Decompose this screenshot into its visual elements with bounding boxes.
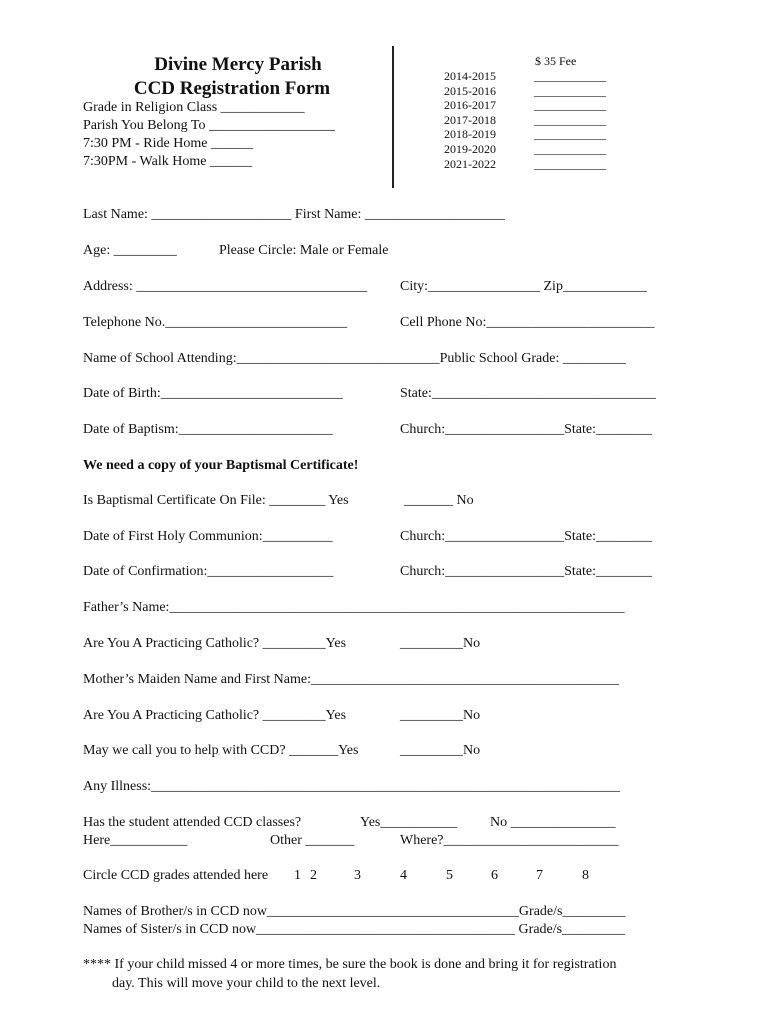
grade-option-6[interactable]: 6 bbox=[491, 868, 498, 883]
grade-option-3[interactable]: 3 bbox=[354, 868, 361, 883]
baptism-date-field[interactable]: Date of Baptism:______________________ bbox=[83, 422, 333, 437]
form-title: CCD Registration Form bbox=[133, 78, 331, 99]
mother-practicing-no[interactable]: _________No bbox=[400, 708, 481, 723]
help-ccd-no[interactable]: _________No bbox=[400, 743, 481, 758]
circle-grades-label: Circle CCD grades attended here bbox=[83, 868, 269, 883]
help-ccd-yes[interactable]: May we call you to help with CCD? _______Yes bbox=[83, 743, 359, 758]
walk-home-field[interactable]: 7:30PM - Walk Home ______ bbox=[83, 154, 252, 169]
ride-home-field[interactable]: 7:30 PM - Ride Home ______ bbox=[83, 136, 253, 151]
attended-ccd-question: Has the student attended CCD classes? bbox=[83, 815, 302, 830]
attended-ccd-yes[interactable]: Yes___________ bbox=[360, 815, 458, 830]
communion-church-state-field[interactable]: Church:_________________State:________ bbox=[400, 529, 652, 544]
brothers-in-ccd-field[interactable]: Names of Brother/s in CCD now____________________________________Grade/s_________ bbox=[83, 904, 626, 919]
school-year: 2015-2016 bbox=[444, 83, 496, 98]
first-communion-field[interactable]: Date of First Holy Communion:__________ bbox=[83, 529, 333, 544]
grade-option-8[interactable]: 8 bbox=[582, 868, 589, 883]
parish-belong-field[interactable]: Parish You Belong To __________________ bbox=[83, 118, 335, 133]
grade-option-7[interactable]: 7 bbox=[536, 868, 543, 883]
attended-other-field[interactable]: Other _______ bbox=[270, 833, 355, 848]
grade-in-religion-field[interactable]: Grade in Religion Class ____________ bbox=[83, 100, 305, 115]
birth-state-field[interactable]: State:________________________________ bbox=[400, 386, 656, 401]
school-year: 2016-2017 bbox=[444, 98, 496, 113]
school-year: 2019-2020 bbox=[444, 141, 496, 156]
fee-blank[interactable]: ____________ bbox=[534, 112, 606, 127]
mother-practicing-yes[interactable]: Are You A Practicing Catholic? _________Yes bbox=[83, 708, 347, 723]
fee-blank[interactable]: ____________ bbox=[534, 83, 606, 98]
grade-option-1[interactable]: 1 bbox=[294, 868, 301, 883]
grade-option-2[interactable]: 2 bbox=[310, 868, 317, 883]
certificate-on-file-yes[interactable]: Is Baptismal Certificate On File: ________ Yes bbox=[83, 493, 349, 508]
confirmation-field[interactable]: Date of Confirmation:__________________ bbox=[83, 564, 334, 579]
confirmation-church-state-field[interactable]: Church:_________________State:________ bbox=[400, 564, 652, 579]
attended-where-field[interactable]: Where?_________________________ bbox=[400, 833, 619, 848]
father-practicing-yes[interactable]: Are You A Practicing Catholic? _________Yes bbox=[83, 636, 347, 651]
name-field[interactable]: Last Name: ____________________ First Name: ____________________ bbox=[83, 207, 505, 222]
fee-blank[interactable]: ____________ bbox=[534, 127, 606, 142]
grade-option-4[interactable]: 4 bbox=[400, 868, 407, 883]
school-year: 2018-2019 bbox=[444, 127, 496, 142]
footnote-line-2: day. This will move your child to the next level. bbox=[112, 976, 381, 991]
mother-name-field[interactable]: Mother’s Maiden Name and First Name:____________________________________________ bbox=[83, 672, 619, 687]
school-field[interactable]: Name of School Attending:_____________________________Public School Grade: _________ bbox=[83, 351, 626, 366]
cell-phone-field[interactable]: Cell Phone No:________________________ bbox=[400, 315, 655, 330]
telephone-field[interactable]: Telephone No.__________________________ bbox=[83, 315, 348, 330]
gender-choice[interactable]: Please Circle: Male or Female bbox=[219, 243, 389, 258]
footnote-line-1: **** If your child missed 4 or more times, be sure the book is done and bring it for registration bbox=[83, 957, 617, 972]
certificate-on-file-no[interactable]: _______ No bbox=[404, 493, 474, 508]
attended-ccd-no[interactable]: No _______________ bbox=[490, 815, 616, 830]
baptismal-certificate-notice: We need a copy of your Baptismal Certificate! bbox=[83, 458, 359, 473]
school-year: 2021-2022 bbox=[444, 156, 496, 171]
fee-blank[interactable]: ____________ bbox=[534, 98, 606, 113]
fee-blank[interactable]: ____________ bbox=[534, 156, 606, 171]
fee-label: $ 35 Fee bbox=[535, 54, 577, 68]
illness-field[interactable]: Any Illness:___________________________________________________________________ bbox=[83, 779, 621, 794]
fee-blanks bbox=[534, 69, 606, 171]
parish-title: Divine Mercy Parish bbox=[154, 54, 322, 75]
address-field[interactable]: Address: _________________________________ bbox=[83, 279, 368, 294]
father-practicing-no[interactable]: _________No bbox=[400, 636, 481, 651]
date-of-birth-field[interactable]: Date of Birth:__________________________ bbox=[83, 386, 343, 401]
grade-option-5[interactable]: 5 bbox=[446, 868, 453, 883]
city-zip-field[interactable]: City:________________ Zip____________ bbox=[400, 279, 647, 294]
fee-blank[interactable]: ____________ bbox=[534, 69, 606, 83]
school-year: 2014-2015 bbox=[444, 69, 496, 83]
school-years-list bbox=[444, 69, 496, 171]
fee-blank[interactable]: ____________ bbox=[534, 141, 606, 156]
sisters-in-ccd-field[interactable]: Names of Sister/s in CCD now_____________________________________ Grade/s_________ bbox=[83, 922, 626, 937]
header-divider bbox=[392, 46, 394, 188]
attended-here-field[interactable]: Here___________ bbox=[83, 833, 188, 848]
baptism-church-state-field[interactable]: Church:_________________State:________ bbox=[400, 422, 652, 437]
father-name-field[interactable]: Father’s Name:_________________________________________________________________ bbox=[83, 600, 625, 615]
school-year: 2017-2018 bbox=[444, 112, 496, 127]
age-field[interactable]: Age: _________ bbox=[83, 243, 177, 258]
